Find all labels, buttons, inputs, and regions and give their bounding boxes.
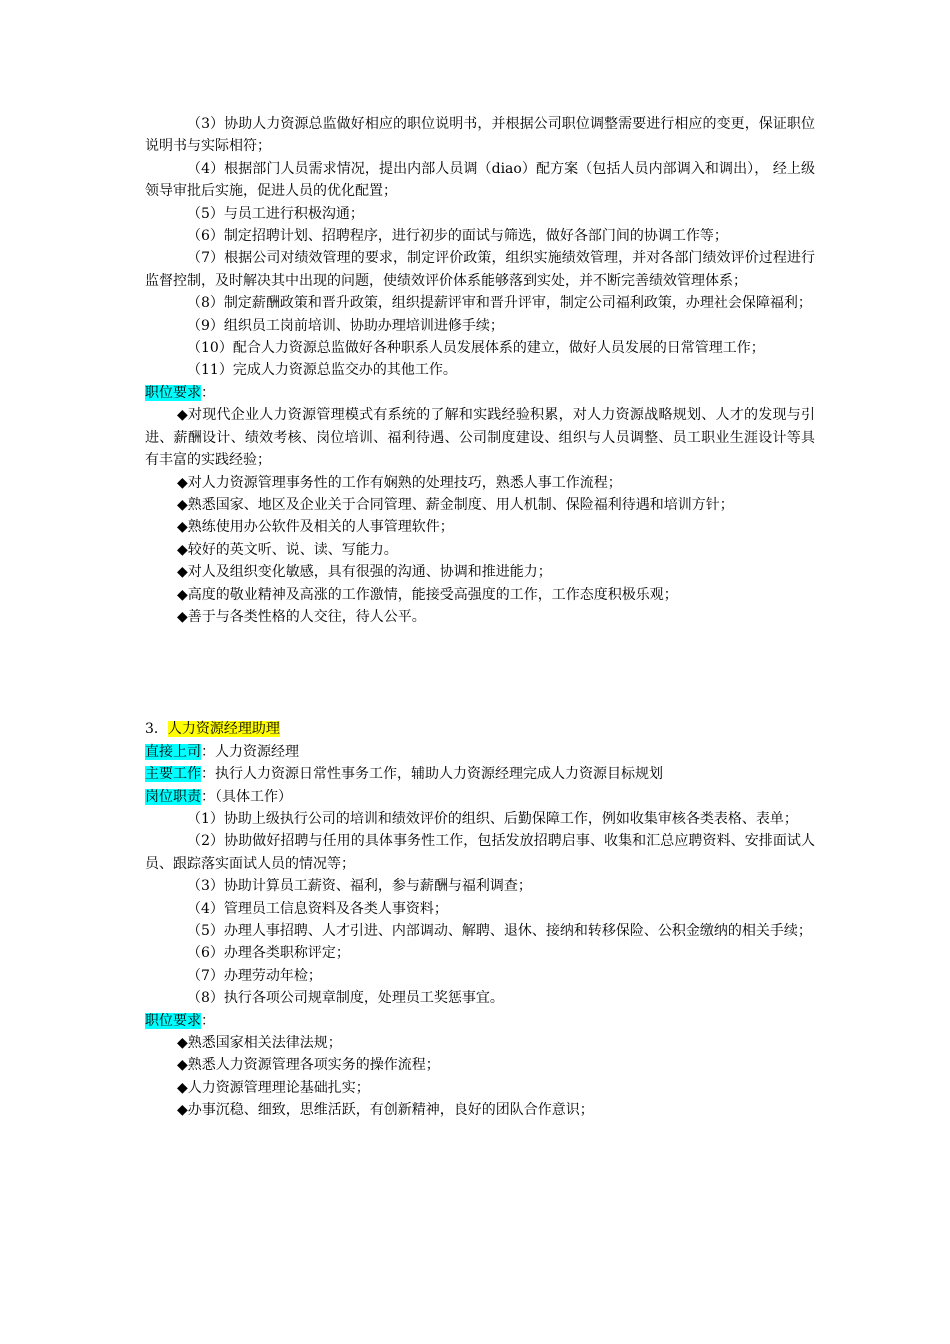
requirements-label: 职位要求: [145, 384, 201, 401]
duty-item: （9）组织员工岗前培训、协助办理培训进修手续；: [187, 317, 504, 334]
requirement-item: ◆人力资源管理理论基础扎实；: [177, 1079, 370, 1096]
duties-value: ：（具体工作）: [201, 788, 292, 805]
duty-item: （5）与员工进行积极沟通；: [187, 205, 364, 222]
duty-item: （4）根据部门人员需求情况，提出内部人员调（diao）配方案（包括人员内部调入和调出）， 经上级领导审批后实施，促进人员的优化配置；: [145, 160, 815, 200]
requirements-colon: ：: [201, 384, 215, 401]
duty-item: （11）完成人力资源总监交办的其他工作。: [187, 362, 457, 379]
section2-duties: [145, 113, 815, 382]
requirement-item: ◆对人及组织变化敏感，具有很强的沟通、协调和推进能力；: [177, 564, 552, 581]
main-work-value: ：执行人力资源日常性事务工作，辅助人力资源经理完成人力资源目标规划: [201, 766, 663, 783]
supervisor-label: 直接上司: [145, 743, 201, 760]
requirements-colon: ：: [201, 1012, 215, 1029]
duty-item: （4）管理员工信息资料及各类人事资料；: [187, 900, 448, 917]
duty-item: （2）协助做好招聘与任用的具体事务性工作，包括发放招聘启事、收集和汇总应聘资料、安排面试人员、跟踪落实面试人员的情况等；: [145, 833, 815, 872]
section2-requirements: [145, 404, 815, 628]
duty-item: （3）协助人力资源总监做好相应的职位说明书，并根据公司职位调整需要进行相应的变更，保证职位说明书与实际相符；: [145, 116, 815, 155]
duty-item: （8）制定薪酬政策和晋升政策，组织提薪评审和晋升评审，制定公司福利政策，办理社会保障福利；: [187, 295, 812, 312]
requirement-item: ◆对现代企业人力资源管理模式有系统的了解和实践经验积累，对人力资源战略规划、人才的发现与引进、薪酬设计、绩效考核、岗位培训、福利待遇、公司制度建设、组织与人员调整、员工职业生涯设计等具有丰富的实践经验；: [145, 407, 815, 469]
requirement-item: ◆熟悉人力资源管理各项实务的操作流程；: [177, 1057, 440, 1074]
requirement-item: ◆善于与各类性格的人交往，待人公平。: [177, 608, 426, 625]
duty-item: （10）配合人力资源总监做好各种职系人员发展体系的建立，做好人员发展的日常管理工作；: [187, 340, 765, 357]
duty-item: （6）制定招聘计划、招聘程序，进行初步的面试与筛选，做好各部门间的协调工作等；: [187, 228, 728, 245]
section3-requirements: [145, 1032, 815, 1122]
document-page: [145, 113, 815, 1122]
duty-item: （3）协助计算员工薪资、福利，参与薪酬与福利调查；: [187, 878, 532, 895]
section3-requirements-heading: [145, 1010, 815, 1032]
duty-item: （1）协助上级执行公司的培训和绩效评价的组织、后勤保障工作，例如收集审核各类表格、表单；: [187, 810, 798, 827]
section3-title-text: 人力资源经理助理: [167, 721, 280, 738]
requirement-item: ◆熟悉国家相关法律法规；: [177, 1035, 342, 1052]
supervisor-value: ：人力资源经理: [201, 743, 299, 760]
duties-line: [145, 786, 815, 808]
requirement-item: ◆高度的敬业精神及高涨的工作激情，能接受高强度的工作，工作态度积极乐观；: [177, 586, 678, 603]
section-spacer: [145, 628, 815, 718]
duty-item: （8）执行各项公司规章制度，处理员工奖惩事宜。: [187, 990, 504, 1007]
requirement-item: ◆较好的英文听、说、读、写能力。: [177, 541, 398, 558]
requirement-item: ◆对人力资源管理事务性的工作有娴熟的处理技巧，熟悉人事工作流程；: [177, 474, 622, 491]
section3-duties: [145, 808, 815, 1010]
requirement-item: ◆办事沉稳、细致，思维活跃，有创新精神，良好的团队合作意识；: [177, 1102, 594, 1119]
main-work-label: 主要工作: [145, 766, 201, 783]
duty-item: （5）办理人事招聘、人才引进、内部调动、解聘、退休、接纳和转移保险、公积金缴纳的相关手续；: [187, 923, 812, 939]
duty-item: （7）根据公司对绩效管理的要求，制定评价政策，组织实施绩效管理，并对各部门绩效评价过程进行监督控制，及时解决其中出现的问题，使绩效评价体系能够落到实处，并不断完善绩效管理体系；: [145, 250, 815, 289]
section3-title: [145, 718, 815, 740]
section3-number: 3．: [145, 721, 168, 738]
requirements-label: 职位要求: [145, 1012, 201, 1029]
duty-item: （6）办理各类职称评定；: [187, 945, 350, 962]
main-work-line: [145, 763, 815, 785]
duty-item: （7）办理劳动年检；: [187, 967, 322, 984]
duties-label: 岗位职责: [145, 788, 201, 805]
section2-requirements-heading: [145, 382, 815, 404]
requirement-item: ◆熟练使用办公软件及相关的人事管理软件；: [177, 519, 454, 536]
requirement-item: ◆熟悉国家、地区及企业关于合同管理、薪金制度、用人机制、保险福利待遇和培训方针；: [177, 496, 734, 513]
supervisor-line: [145, 741, 815, 763]
